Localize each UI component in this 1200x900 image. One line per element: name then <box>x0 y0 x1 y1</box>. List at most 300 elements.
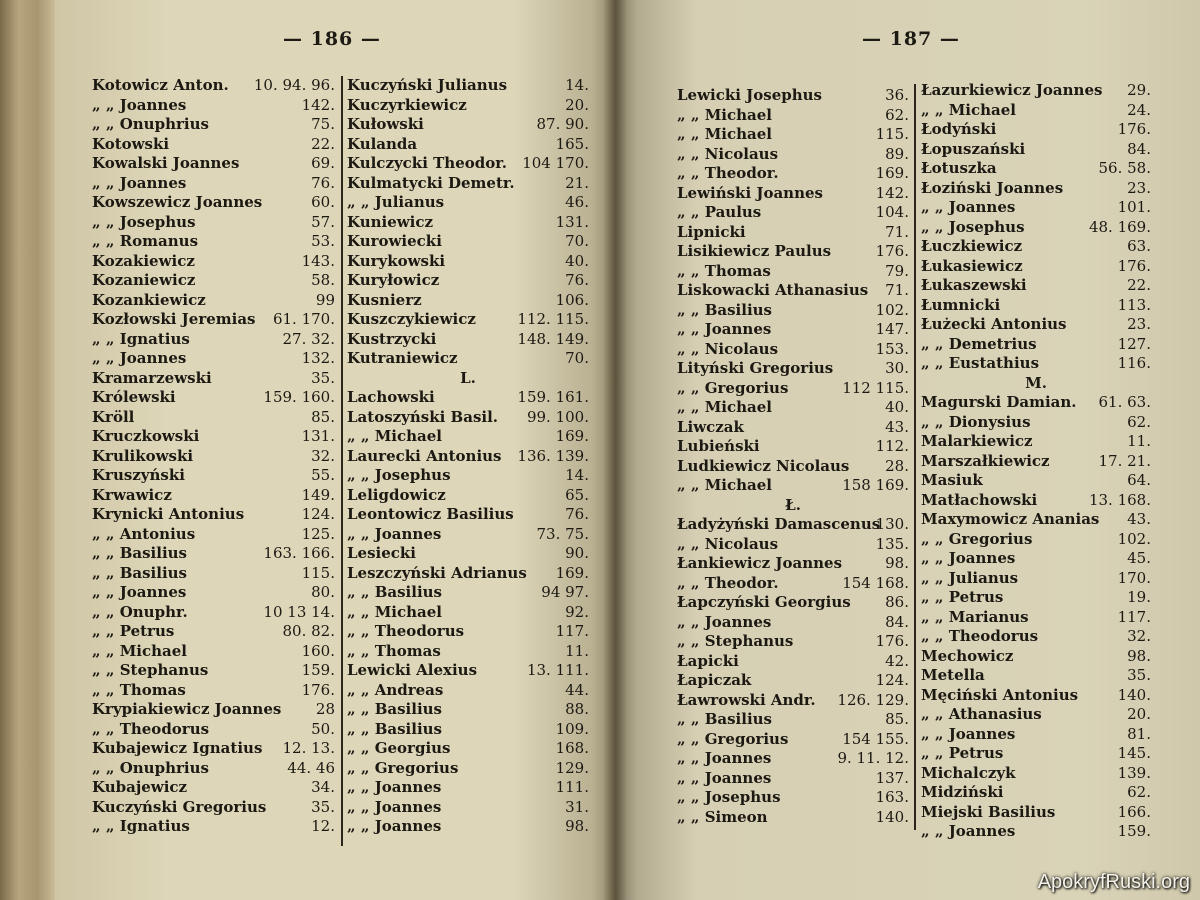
entry-name: Kuczyrkiewicz <box>347 95 467 114</box>
right-page-column-2 <box>921 81 1151 842</box>
entry-name: „ „ Theodorus <box>347 622 465 640</box>
entry-pages: 94 97. <box>541 583 589 601</box>
index-entry <box>92 271 335 291</box>
index-entry <box>677 223 909 243</box>
entry-name: „ „ Stephanus <box>92 661 209 679</box>
index-entry <box>921 315 1151 335</box>
entry-name: Kurykowski <box>347 251 446 270</box>
index-entry <box>921 549 1151 569</box>
entry-name: Ławrowski Andr. <box>677 690 816 709</box>
entry-pages: 130. <box>875 515 909 533</box>
entry-name: „ „ Josephus <box>92 212 196 231</box>
entry-name: „ „ Joannes <box>347 817 442 835</box>
index-entry <box>677 125 909 145</box>
index-entry <box>92 466 335 486</box>
index-entry <box>677 340 909 360</box>
entry-pages: 139. <box>1117 763 1151 782</box>
index-entry <box>921 744 1151 764</box>
entry-pages: 23. <box>1127 178 1151 197</box>
index-entry <box>921 510 1151 530</box>
entry-name: Mechowicz <box>921 646 1014 665</box>
entry-pages: 117. <box>555 622 589 640</box>
entry-name: „ „ Michael <box>677 125 773 143</box>
index-entry <box>347 700 589 720</box>
entry-name: „ „ Theodor. <box>677 573 779 592</box>
index-entry <box>92 388 335 408</box>
entry-name: „ „ Joannes <box>677 612 772 631</box>
entry-pages: 140. <box>1117 685 1151 704</box>
entry-pages: 149. <box>301 485 335 504</box>
left-page-column-2 <box>347 76 589 837</box>
entry-pages: 111. <box>555 778 589 796</box>
index-entry <box>677 593 909 613</box>
index-entry <box>347 817 589 837</box>
entry-name: Kubajewicz Ignatius <box>92 739 263 757</box>
entry-pages: 158 169. <box>842 476 909 494</box>
index-entry <box>677 418 909 438</box>
entry-pages: 132. <box>301 349 335 367</box>
section-letter-heading <box>347 369 589 389</box>
index-entry <box>921 803 1151 823</box>
entry-name: Kröll <box>92 407 135 426</box>
index-entry <box>92 154 335 174</box>
entry-name: Lisikiewicz Paulus <box>677 242 832 260</box>
entry-name: Maxymowicz Ananias <box>921 510 1100 528</box>
entry-pages: 176. <box>301 680 335 699</box>
entry-pages: 20. <box>565 95 589 114</box>
entry-pages: 42. <box>885 651 909 670</box>
index-entry <box>921 257 1151 277</box>
entry-name: „ „ Theodor. <box>677 164 779 182</box>
entry-name: Krypiakiewicz Joannes <box>92 700 282 718</box>
index-entry <box>921 413 1151 433</box>
entry-pages: 17. 21. <box>1098 451 1151 470</box>
index-entry <box>92 427 335 447</box>
entry-pages: 102. <box>1117 529 1151 548</box>
entry-name: Królewski <box>92 388 176 406</box>
entry-name: „ „ Basilius <box>347 719 442 738</box>
entry-pages: 11. <box>565 641 589 660</box>
index-entry <box>347 213 589 233</box>
entry-name: Łazurkiewicz Joannes <box>921 81 1103 99</box>
entry-pages: 101. <box>1117 198 1151 216</box>
index-entry <box>92 798 335 818</box>
entry-pages: 129. <box>555 758 589 777</box>
entry-name: Marszałkiewicz <box>921 451 1050 470</box>
index-entry <box>677 515 909 535</box>
entry-pages: 159. 160. <box>263 388 335 406</box>
entry-name: Lubieński <box>677 437 760 455</box>
index-entry <box>921 686 1151 706</box>
index-entry <box>677 554 909 574</box>
entry-name: „ „ Michael <box>92 641 188 660</box>
entry-name: „ „ Joannes <box>92 583 187 601</box>
index-entry <box>92 135 335 155</box>
entry-name: „ „ Antonius <box>92 524 196 543</box>
entry-pages: 176. <box>1117 256 1151 275</box>
entry-pages: 53. <box>311 232 335 250</box>
entry-pages: 106. <box>555 290 589 309</box>
entry-name: Łapczyński Georgius <box>677 593 851 611</box>
entry-name: Kozankiewicz <box>92 290 206 309</box>
entry-name: Ludkiewicz Nicolaus <box>677 456 850 475</box>
entry-pages: 12. 13. <box>282 739 335 757</box>
right-page-column-divider <box>914 84 916 830</box>
entry-name: „ „ Michael <box>677 398 773 416</box>
entry-name: „ „ Theodorus <box>92 719 210 738</box>
entry-name: „ „ Petrus <box>921 744 1004 762</box>
entry-name: Kozakiewicz <box>92 251 195 270</box>
entry-pages: 40. <box>885 398 909 416</box>
index-entry <box>347 447 589 467</box>
entry-name: „ „ Basilius <box>92 544 187 562</box>
index-entry <box>92 642 335 662</box>
entry-pages: 115. <box>875 125 909 143</box>
entry-pages: 147. <box>875 320 909 338</box>
entry-pages: 70. <box>565 232 589 250</box>
entry-name: Kotowicz Anton. <box>92 76 229 94</box>
entry-name: Krwawicz <box>92 485 172 504</box>
index-entry <box>92 330 335 350</box>
entry-name: „ „ Ignatius <box>92 817 190 835</box>
index-entry <box>347 388 589 408</box>
index-entry <box>677 691 909 711</box>
entry-pages: 81. <box>1127 724 1151 743</box>
entry-name: Kulczycki Theodor. <box>347 154 507 172</box>
entry-name: Lachowski <box>347 388 435 406</box>
entry-pages: 160. <box>301 641 335 660</box>
entry-name: Liwczak <box>677 417 744 436</box>
entry-name: Kozaniewicz <box>92 271 196 289</box>
index-entry <box>347 271 589 291</box>
entry-pages: 163. 166. <box>263 544 335 562</box>
entry-pages: 62. <box>885 105 909 124</box>
section-letter: M. <box>1025 373 1047 392</box>
entry-name: „ „ Petrus <box>92 622 175 640</box>
entry-name: Lewicki Alexius <box>347 661 478 679</box>
entry-pages: 19. <box>1127 588 1151 606</box>
entry-pages: 64. <box>1127 471 1151 489</box>
entry-pages: 87. 90. <box>536 115 589 133</box>
index-entry <box>347 232 589 252</box>
entry-pages: 154 168. <box>842 573 909 592</box>
entry-pages: 80. 82. <box>282 622 335 640</box>
entry-name: „ „ Michael <box>677 476 773 494</box>
entry-name: „ „ Julianus <box>347 193 445 211</box>
index-entry <box>92 622 335 642</box>
index-entry <box>921 120 1151 140</box>
entry-pages: 36. <box>885 86 909 104</box>
entry-name: Kuczyński Julianus <box>347 76 508 94</box>
entry-name: Kuniewicz <box>347 212 434 231</box>
entry-pages: 79. <box>885 261 909 280</box>
entry-name: „ „ Nicolaus <box>677 534 779 553</box>
entry-pages: 35. <box>311 797 335 816</box>
entry-pages: 62. <box>1127 412 1151 431</box>
index-entry <box>92 76 335 96</box>
index-entry <box>347 681 589 701</box>
entry-name: Lesiecki <box>347 544 417 562</box>
entry-pages: 168. <box>555 739 589 757</box>
entry-pages: 28. <box>885 456 909 475</box>
entry-pages: 71. <box>885 281 909 299</box>
entry-pages: 99. 100. <box>526 407 589 426</box>
entry-name: „ „ Basilius <box>677 300 772 319</box>
entry-name: Kowalski Joannes <box>92 154 240 172</box>
entry-pages: 30. <box>885 359 909 377</box>
index-entry <box>677 535 909 555</box>
index-entry <box>347 778 589 798</box>
index-entry <box>921 140 1151 160</box>
entry-name: Łankiewicz Joannes <box>677 554 843 572</box>
index-entry <box>677 671 909 691</box>
index-entry <box>347 759 589 779</box>
entry-name: Łoziński Joannes <box>921 178 1064 197</box>
entry-name: „ „ Joannes <box>92 95 187 114</box>
entry-pages: 145. <box>1117 744 1151 762</box>
index-entry <box>677 574 909 594</box>
index-entry <box>347 193 589 213</box>
index-entry <box>677 788 909 808</box>
entry-name: „ „ Theodorus <box>921 627 1039 645</box>
index-entry <box>921 335 1151 355</box>
entry-name: „ „ Ignatius <box>92 329 190 348</box>
entry-pages: 125. <box>301 524 335 543</box>
entry-pages: 86. <box>885 593 909 611</box>
index-entry <box>347 115 589 135</box>
index-entry <box>921 179 1151 199</box>
entry-name: „ „ Gregorius <box>347 758 459 777</box>
left-page-column-1 <box>92 76 335 837</box>
entry-name: Męciński Antonius <box>921 685 1079 704</box>
index-entry <box>921 452 1151 472</box>
index-entry <box>347 603 589 623</box>
index-entry <box>92 447 335 467</box>
section-letter: L. <box>460 368 476 387</box>
index-entry <box>347 135 589 155</box>
index-entry <box>347 310 589 330</box>
index-entry <box>921 764 1151 784</box>
entry-name: Midziński <box>921 783 1004 801</box>
index-entry <box>347 76 589 96</box>
entry-name: „ „ Joannes <box>921 549 1016 567</box>
index-entry <box>92 252 335 272</box>
index-entry <box>92 291 335 311</box>
entry-pages: 136. 139. <box>517 446 589 465</box>
index-entry <box>347 642 589 662</box>
entry-name: Lewicki Josephus <box>677 86 822 104</box>
entry-pages: 109. <box>555 719 589 738</box>
index-entry <box>347 330 589 350</box>
entry-name: „ „ Romanus <box>92 232 199 250</box>
entry-name: Kulmatycki Demetr. <box>347 173 515 192</box>
index-entry <box>921 491 1151 511</box>
index-entry <box>677 320 909 340</box>
entry-name: „ „ Michael <box>347 602 443 621</box>
index-entry <box>677 164 909 184</box>
entry-pages: 9. 11. 12. <box>837 749 909 767</box>
entry-name: „ „ Gregorius <box>921 529 1033 548</box>
entry-name: „ „ Joannes <box>921 198 1016 216</box>
entry-pages: 11. <box>1127 432 1151 450</box>
entry-pages: 169. <box>555 427 589 445</box>
entry-name: „ „ Demetrius <box>921 334 1037 353</box>
index-entry <box>921 354 1151 374</box>
entry-pages: 104 170. <box>522 154 589 172</box>
entry-pages: 135. <box>875 534 909 553</box>
entry-pages: 124. <box>875 671 909 689</box>
page-edges <box>0 0 62 900</box>
entry-name: Kruczkowski <box>92 427 200 445</box>
entry-pages: 32. <box>311 446 335 465</box>
entry-pages: 50. <box>311 719 335 738</box>
entry-name: „ „ Petrus <box>921 588 1004 606</box>
entry-pages: 84. <box>885 612 909 631</box>
entry-pages: 159. <box>1117 822 1151 840</box>
right-page-number: — 187 — <box>862 28 960 50</box>
entry-pages: 70. <box>565 349 589 367</box>
entry-name: „ „ Joannes <box>921 724 1016 743</box>
entry-pages: 112. <box>875 437 909 455</box>
index-entry <box>347 466 589 486</box>
index-entry <box>92 525 335 545</box>
index-entry <box>677 730 909 750</box>
index-entry <box>92 408 335 428</box>
index-entry <box>347 525 589 545</box>
entry-pages: 60. <box>311 193 335 211</box>
index-entry <box>347 661 589 681</box>
entry-name: „ „ Gregorius <box>677 729 789 748</box>
entry-name: Leszczyński Adrianus <box>347 563 527 582</box>
entry-name: Łukasiewicz <box>921 256 1023 275</box>
entry-name: „ „ Nicolaus <box>677 144 779 163</box>
right-page-column-1 <box>677 86 909 827</box>
entry-pages: 71. <box>885 222 909 241</box>
entry-pages: 28 <box>315 700 335 718</box>
index-entry <box>921 393 1151 413</box>
entry-name: „ „ Thomas <box>677 261 771 280</box>
index-entry <box>92 544 335 564</box>
entry-pages: 163. <box>875 788 909 806</box>
index-entry <box>92 349 335 369</box>
entry-pages: 142. <box>875 183 909 202</box>
entry-name: Kustrzycki <box>347 329 437 348</box>
index-entry <box>677 398 909 418</box>
index-entry <box>92 564 335 584</box>
entry-pages: 22. <box>311 134 335 153</box>
entry-pages: 126. 129. <box>837 690 909 709</box>
index-entry <box>347 427 589 447</box>
index-entry <box>347 505 589 525</box>
index-entry <box>921 569 1151 589</box>
entry-name: „ „ Andreas <box>347 680 444 699</box>
entry-pages: 21. <box>565 173 589 192</box>
entry-name: Kozłowski Jeremias <box>92 310 256 328</box>
left-page-number: — 186 — <box>283 28 381 50</box>
index-entry <box>92 700 335 720</box>
section-letter: Ł. <box>785 495 801 514</box>
index-entry <box>92 505 335 525</box>
index-entry <box>92 310 335 330</box>
entry-pages: 112 115. <box>842 378 909 397</box>
entry-name: „ „ Basilius <box>347 583 442 601</box>
entry-name: Łuczkiewicz <box>921 237 1023 255</box>
entry-name: „ „ Joannes <box>92 173 187 192</box>
index-entry <box>921 530 1151 550</box>
entry-name: „ „ Nicolaus <box>677 339 779 358</box>
entry-pages: 29. <box>1127 81 1151 99</box>
entry-name: Lipnicki <box>677 222 746 241</box>
index-entry <box>92 681 335 701</box>
index-entry <box>677 710 909 730</box>
entry-pages: 165. <box>555 134 589 153</box>
index-entry <box>677 652 909 672</box>
index-entry <box>921 471 1151 491</box>
entry-pages: 62. <box>1127 783 1151 801</box>
entry-name: Kulanda <box>347 134 418 153</box>
index-entry <box>677 145 909 165</box>
entry-name: Krulikowski <box>92 446 194 465</box>
entry-pages: 44. <box>565 680 589 699</box>
entry-pages: 13. 168. <box>1088 490 1151 509</box>
entry-name: „ „ Julianus <box>921 568 1019 587</box>
entry-pages: 92. <box>565 602 589 621</box>
entry-name: Kutraniewicz <box>347 349 458 367</box>
entry-pages: 76. <box>311 173 335 192</box>
entry-name: „ „ Joannes <box>347 524 442 543</box>
entry-pages: 61. 63. <box>1098 393 1151 411</box>
entry-name: „ „ Paulus <box>677 203 762 221</box>
entry-pages: 20. <box>1127 705 1151 723</box>
entry-name: Kuryłowicz <box>347 271 440 289</box>
entry-pages: 148. 149. <box>517 329 589 348</box>
index-entry <box>92 759 335 779</box>
index-entry <box>347 583 589 603</box>
entry-pages: 63. <box>1127 237 1151 255</box>
entry-pages: 85. <box>885 710 909 728</box>
entry-name: „ „ Michael <box>921 100 1017 119</box>
index-entry <box>677 184 909 204</box>
section-letter-heading <box>677 496 909 516</box>
entry-pages: 159. 161. <box>517 388 589 406</box>
entry-name: Krynicki Antonius <box>92 505 245 523</box>
entry-pages: 43. <box>885 417 909 436</box>
entry-name: Kotowski <box>92 134 170 153</box>
entry-pages: 127. <box>1117 334 1151 353</box>
entry-name: Kuszczykiewicz <box>347 310 476 328</box>
index-entry <box>92 193 335 213</box>
index-entry <box>677 281 909 301</box>
entry-name: „ „ Georgius <box>347 739 451 757</box>
index-entry <box>677 769 909 789</box>
entry-name: „ „ Onuphrius <box>92 758 209 777</box>
entry-pages: 14. <box>565 76 589 94</box>
entry-pages: 44. 46 <box>287 758 335 777</box>
index-entry <box>347 739 589 759</box>
entry-pages: 140. <box>875 807 909 826</box>
entry-name: „ „ Dionysius <box>921 412 1031 431</box>
entry-pages: 45. <box>1127 549 1151 567</box>
index-entry <box>347 798 589 818</box>
entry-name: Łopuszański <box>921 139 1026 158</box>
book-gutter <box>603 0 627 900</box>
entry-name: „ „ Josephus <box>677 788 781 806</box>
index-entry <box>921 666 1151 686</box>
entry-pages: 90. <box>565 544 589 562</box>
entry-pages: 56. 58. <box>1098 159 1151 177</box>
entry-name: Ładyżyński Damascenus <box>677 515 881 533</box>
entry-name: „ „ Marianus <box>921 607 1029 626</box>
